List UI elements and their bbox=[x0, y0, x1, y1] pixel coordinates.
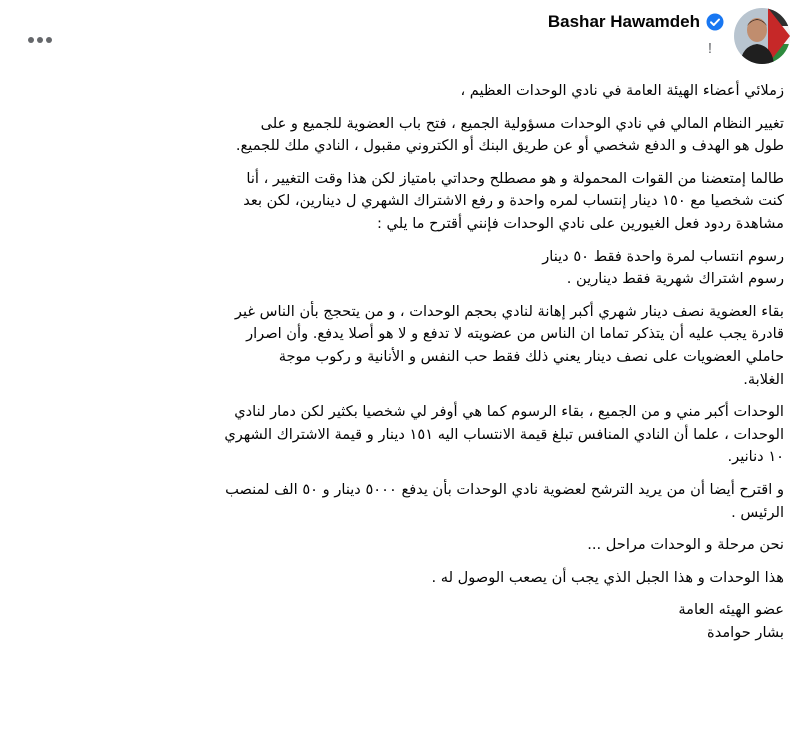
post-paragraph bbox=[12, 401, 784, 469]
post-paragraph bbox=[12, 113, 784, 158]
author-name[interactable]: Bashar Hawamdeh bbox=[547, 12, 700, 31]
post-text-line: كنت شخصيا مع ١٥٠ دينار إنتساب لمره واحدة و رفع الاشتراك الشهري ل دينارين، لكن بعد bbox=[243, 192, 784, 210]
post-text-line: الوحدات ، علما أن النادي المنافس تبلغ قيمة الانتساب اليه ١٥١ دينار و قيمة الاشتراك الشهري bbox=[224, 425, 784, 443]
post-paragraph bbox=[12, 80, 784, 103]
verified-badge-icon bbox=[706, 13, 724, 31]
profile-photo-icon bbox=[734, 8, 790, 64]
more-horizontal-icon bbox=[27, 36, 53, 44]
post-text-line: نحن مرحلة و الوحدات مراحل ... bbox=[587, 536, 784, 554]
post-text-line: و اقترح أيضا أن من يريد الترشح لعضوية نادي الوحدات بأن يدفع ٥٠٠٠ دينار و ٥٠ الف لمنصب bbox=[225, 480, 784, 498]
post-text-line: الرئيس . bbox=[731, 503, 784, 521]
post-text-line: رسوم اشتراك شهرية فقط دينارين . bbox=[566, 270, 784, 288]
avatar[interactable] bbox=[734, 8, 790, 64]
post-paragraph bbox=[12, 301, 784, 391]
post-text-line: قادرة يجب عليه أن يتذكر تماما ان الناس من عضويته لا تدفع و لا هو أصلا يدفع. وأن اصرار bbox=[246, 325, 784, 343]
post-text-line: زملائي أعضاء الهيئة العامة في نادي الوحدات العظيم ، bbox=[460, 82, 784, 99]
post-text-line: طالما إمتعضنا من القوات المحمولة و هو مصطلح وحداتي بامتياز لكن هذا وقت التغيير ، أنا bbox=[246, 169, 784, 187]
post-text-line: ١٠ دنانير. bbox=[727, 448, 784, 466]
post-text-line: حاملي العضويات على نصف دينار يعني ذلك فقط حب النفس و الأنانية و ركوب موجة bbox=[278, 347, 784, 365]
post-paragraph bbox=[12, 534, 784, 557]
post-text-line: بقاء العضوية نصف دينار شهري أكبر إهانة لنادي بحجم الوحدات ، و من يتحجج بأن الناس غير bbox=[234, 302, 784, 320]
more-options-button[interactable] bbox=[22, 26, 58, 54]
post-paragraph bbox=[12, 168, 784, 236]
post-body bbox=[12, 80, 784, 654]
author-block bbox=[548, 12, 724, 32]
post-text-line: عضو الهيئه العامة bbox=[678, 601, 784, 619]
post-text-line: مشاهدة ردود فعل الغيورين على نادي الوحدات فإنني أقترح ما يلي : bbox=[376, 214, 784, 232]
post-paragraph bbox=[12, 567, 784, 590]
post-text-line: تغيير النظام المالي في نادي الوحدات مسؤولية الجميع ، فتح باب العضوية للجميع و على bbox=[260, 114, 784, 132]
post-text-line: الوحدات أكبر مني و من الجميع ، بقاء الرسوم كما هي أوفر لي شخصيا بكثير لكن دمار لنادي bbox=[234, 403, 784, 421]
post-text-line: هذا الوحدات و هذا الجبل الذي يجب أن يصعب الوصول له . bbox=[431, 568, 784, 586]
post-text-line: طول هو الهدف و الدفع شخصي أو عن طريق البنك أو الكتروني مقبول ، النادي ملك للجميع. bbox=[235, 137, 784, 155]
post-meta: ! bbox=[707, 40, 712, 57]
post-header bbox=[0, 0, 800, 76]
post-text-line: الغلابة. bbox=[743, 370, 784, 388]
post-paragraph bbox=[12, 479, 784, 524]
post-text-line: بشار حوامدة bbox=[707, 623, 784, 641]
post-text-line: رسوم انتساب لمرة واحدة فقط ٥٠ دينار bbox=[542, 247, 784, 265]
post-paragraph bbox=[12, 599, 784, 644]
post-paragraph bbox=[12, 246, 784, 291]
